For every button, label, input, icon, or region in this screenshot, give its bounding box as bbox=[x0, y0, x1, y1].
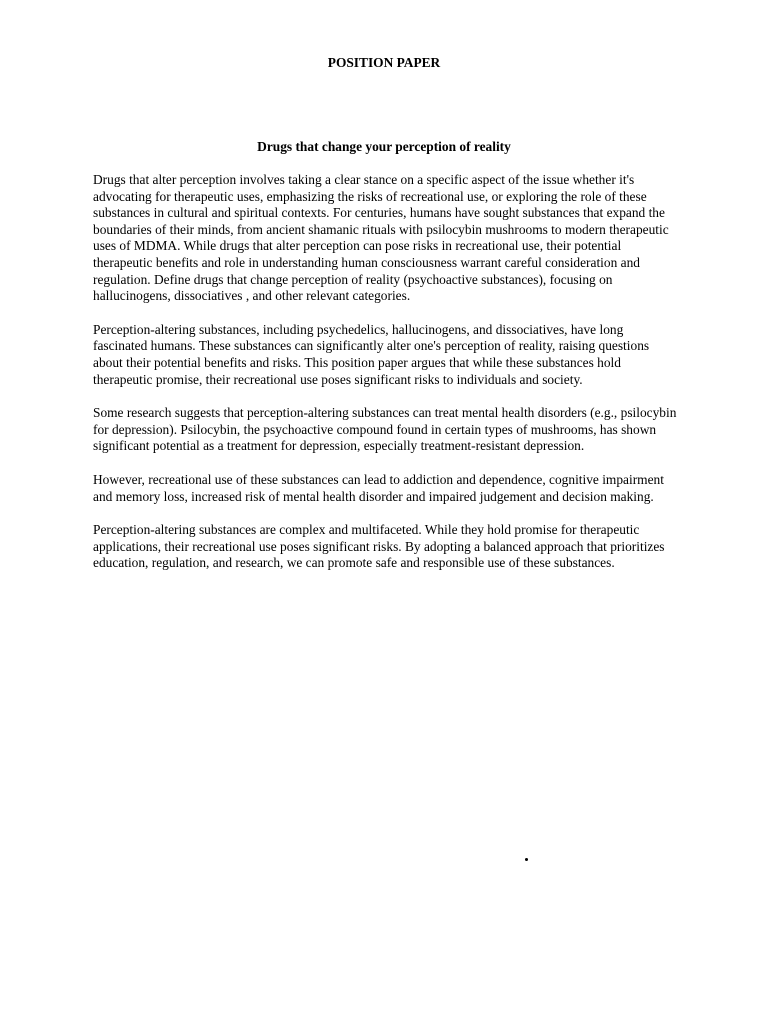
paragraph-research: Some research suggests that perception-altering substances can treat mental health disorders (e.g., psilocybin for depression). Psilocybin, the psychoactive compound found in certain types of mushrooms, has shown significant potential as a treatment for depression, especially treatment-resistant depression. bbox=[93, 405, 677, 454]
document-title: Drugs that change your perception of reality bbox=[257, 139, 511, 154]
paragraph-risks: However, recreational use of these substances can lead to addiction and dependence, cognitive impairment and memory loss, increased risk of mental health disorder and impaired judgement and decision making. bbox=[93, 471, 664, 504]
document-body bbox=[93, 172, 677, 589]
paragraph-intro: Drugs that alter perception involves taking a clear stance on a specific aspect of the issue whether it's advocating for therapeutic uses, emphasizing the risks of recreational use, or exploring the role of these substances in cultural and spiritual contexts. For centuries, humans have sought substances that expand the boundaries of their minds, from ancient shamanic rituals with psilocybin mushrooms to modern therapeutic uses of MDMA. While drugs that alter perception can pose risks in recreational use, their potential therapeutic benefits and role in understanding human consciousness warrant careful consideration and regulation. Define drugs that change perception of reality (psychoactive substances), focusing on hallucinogens, dissociatives , and other relevant categories. bbox=[93, 172, 669, 304]
paragraph-thesis: Perception-altering substances, including psychedelics, hallucinogens, and dissociatives, have long fascinated humans. These substances can significantly alter one's perception of reality, raising questions about their potential benefits and risks. This position paper argues that while these substances hold therapeutic promise, their recreational use poses significant risks to individuals and society. bbox=[93, 321, 650, 387]
stray-dot-mark bbox=[525, 858, 528, 861]
document-heading: POSITION PAPER bbox=[327, 55, 441, 70]
paragraph-conclusion: Perception-altering substances are complex and multifaceted. While they hold promise for therapeutic applications, their recreational use poses significant risks. By adopting a balanced approach that prioritizes education, regulation, and research, we can promote safe and responsible use of these substances. bbox=[93, 522, 665, 571]
